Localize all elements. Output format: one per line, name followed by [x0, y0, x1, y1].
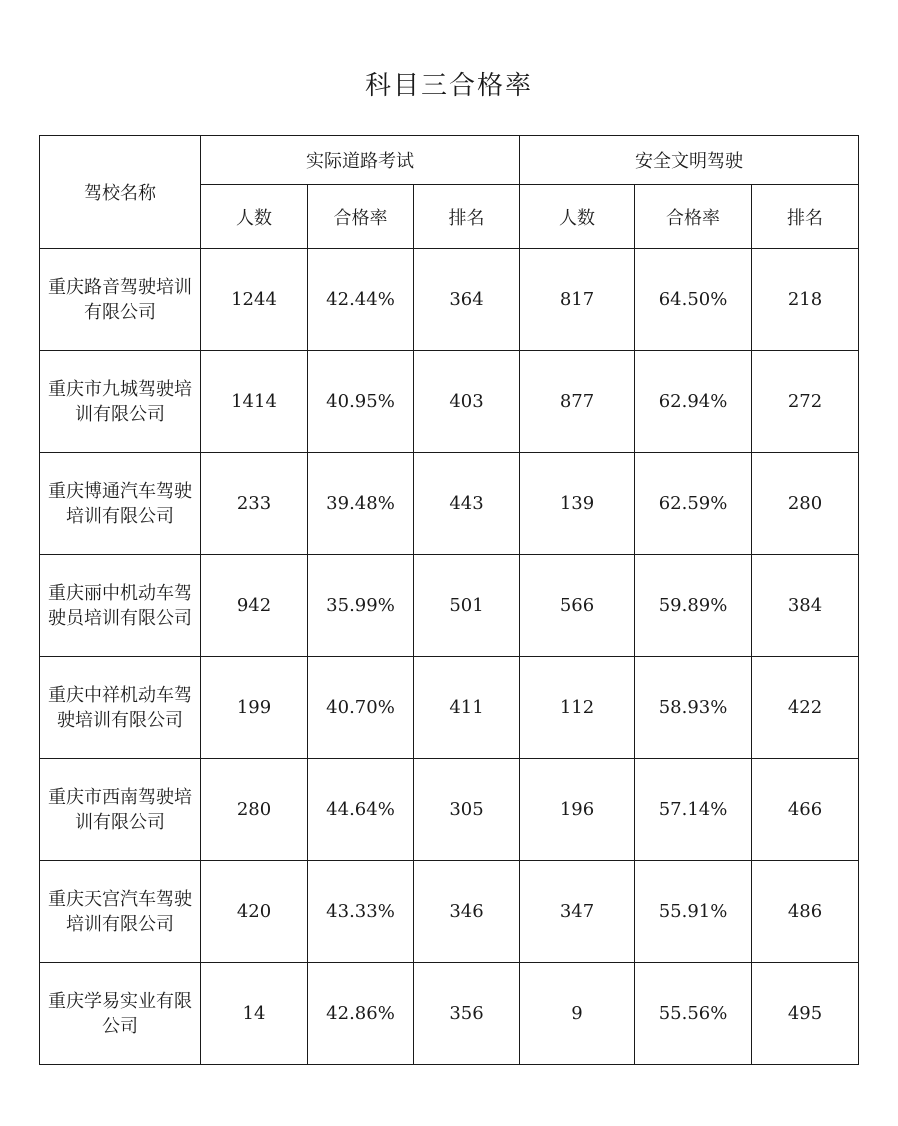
- safe-rank-cell: 280: [752, 453, 859, 555]
- school-name-cell: 重庆路音驾驶培训有限公司: [40, 249, 201, 351]
- header-safe-count: 人数: [520, 185, 635, 249]
- safe-rank-cell: 422: [752, 657, 859, 759]
- road-count-cell: 420: [201, 861, 308, 963]
- road-rank-cell: 356: [414, 963, 520, 1065]
- page-title: 科目三合格率: [364, 71, 533, 101]
- road-rate-cell: 43.33%: [308, 861, 414, 963]
- road-rank-cell: 443: [414, 453, 520, 555]
- safe-count-cell: 9: [520, 963, 635, 1065]
- safe-rank-cell: 486: [752, 861, 859, 963]
- table-row: [40, 453, 859, 555]
- safe-count-cell: 196: [520, 759, 635, 861]
- school-name-cell: 重庆市西南驾驶培训有限公司: [40, 759, 201, 861]
- road-rate-cell: 44.64%: [308, 759, 414, 861]
- safe-rank-cell: 272: [752, 351, 859, 453]
- school-name-cell: 重庆市九城驾驶培训有限公司: [40, 351, 201, 453]
- safe-rate-cell: 64.50%: [635, 249, 752, 351]
- road-rank-cell: 403: [414, 351, 520, 453]
- road-count-cell: 233: [201, 453, 308, 555]
- safe-rate-cell: 62.94%: [635, 351, 752, 453]
- school-name-cell: 重庆天宫汽车驾驶培训有限公司: [40, 861, 201, 963]
- safe-rate-cell: 57.14%: [635, 759, 752, 861]
- header-road-test: 实际道路考试: [201, 136, 520, 185]
- table-row: [40, 657, 859, 759]
- road-count-cell: 199: [201, 657, 308, 759]
- table-row: [40, 555, 859, 657]
- road-rank-cell: 364: [414, 249, 520, 351]
- safe-rank-cell: 218: [752, 249, 859, 351]
- road-rate-cell: 40.95%: [308, 351, 414, 453]
- header-safe-rate: 合格率: [635, 185, 752, 249]
- road-count-cell: 14: [201, 963, 308, 1065]
- school-name-cell: 重庆学易实业有限公司: [40, 963, 201, 1065]
- road-count-cell: 1414: [201, 351, 308, 453]
- safe-rank-cell: 495: [752, 963, 859, 1065]
- road-rank-cell: 411: [414, 657, 520, 759]
- header-school-name: 驾校名称: [40, 136, 201, 249]
- safe-rank-cell: 466: [752, 759, 859, 861]
- header-safe-driving: 安全文明驾驶: [520, 136, 859, 185]
- road-rank-cell: 305: [414, 759, 520, 861]
- safe-rate-cell: 55.56%: [635, 963, 752, 1065]
- road-rank-cell: 346: [414, 861, 520, 963]
- header-safe-rank: 排名: [752, 185, 859, 249]
- road-rate-cell: 35.99%: [308, 555, 414, 657]
- table-row: [40, 759, 859, 861]
- road-rate-cell: 42.44%: [308, 249, 414, 351]
- safe-count-cell: 139: [520, 453, 635, 555]
- header-row-groups: [40, 136, 859, 185]
- pass-rate-table: [39, 135, 859, 1065]
- safe-rate-cell: 55.91%: [635, 861, 752, 963]
- school-name-cell: 重庆中祥机动车驾驶培训有限公司: [40, 657, 201, 759]
- safe-rate-cell: 62.59%: [635, 453, 752, 555]
- safe-count-cell: 566: [520, 555, 635, 657]
- header-road-rank: 排名: [414, 185, 520, 249]
- road-count-cell: 280: [201, 759, 308, 861]
- school-name-cell: 重庆博通汽车驾驶培训有限公司: [40, 453, 201, 555]
- header-road-count: 人数: [201, 185, 308, 249]
- safe-count-cell: 347: [520, 861, 635, 963]
- safe-rate-cell: 58.93%: [635, 657, 752, 759]
- road-rate-cell: 40.70%: [308, 657, 414, 759]
- road-rank-cell: 501: [414, 555, 520, 657]
- table-row: [40, 249, 859, 351]
- table-row: [40, 861, 859, 963]
- road-count-cell: 942: [201, 555, 308, 657]
- safe-rank-cell: 384: [752, 555, 859, 657]
- safe-count-cell: 817: [520, 249, 635, 351]
- safe-rate-cell: 59.89%: [635, 555, 752, 657]
- safe-count-cell: 112: [520, 657, 635, 759]
- school-name-cell: 重庆丽中机动车驾驶员培训有限公司: [40, 555, 201, 657]
- road-rate-cell: 39.48%: [308, 453, 414, 555]
- header-road-rate: 合格率: [308, 185, 414, 249]
- table-row: [40, 963, 859, 1065]
- safe-count-cell: 877: [520, 351, 635, 453]
- road-count-cell: 1244: [201, 249, 308, 351]
- table-row: [40, 351, 859, 453]
- road-rate-cell: 42.86%: [308, 963, 414, 1065]
